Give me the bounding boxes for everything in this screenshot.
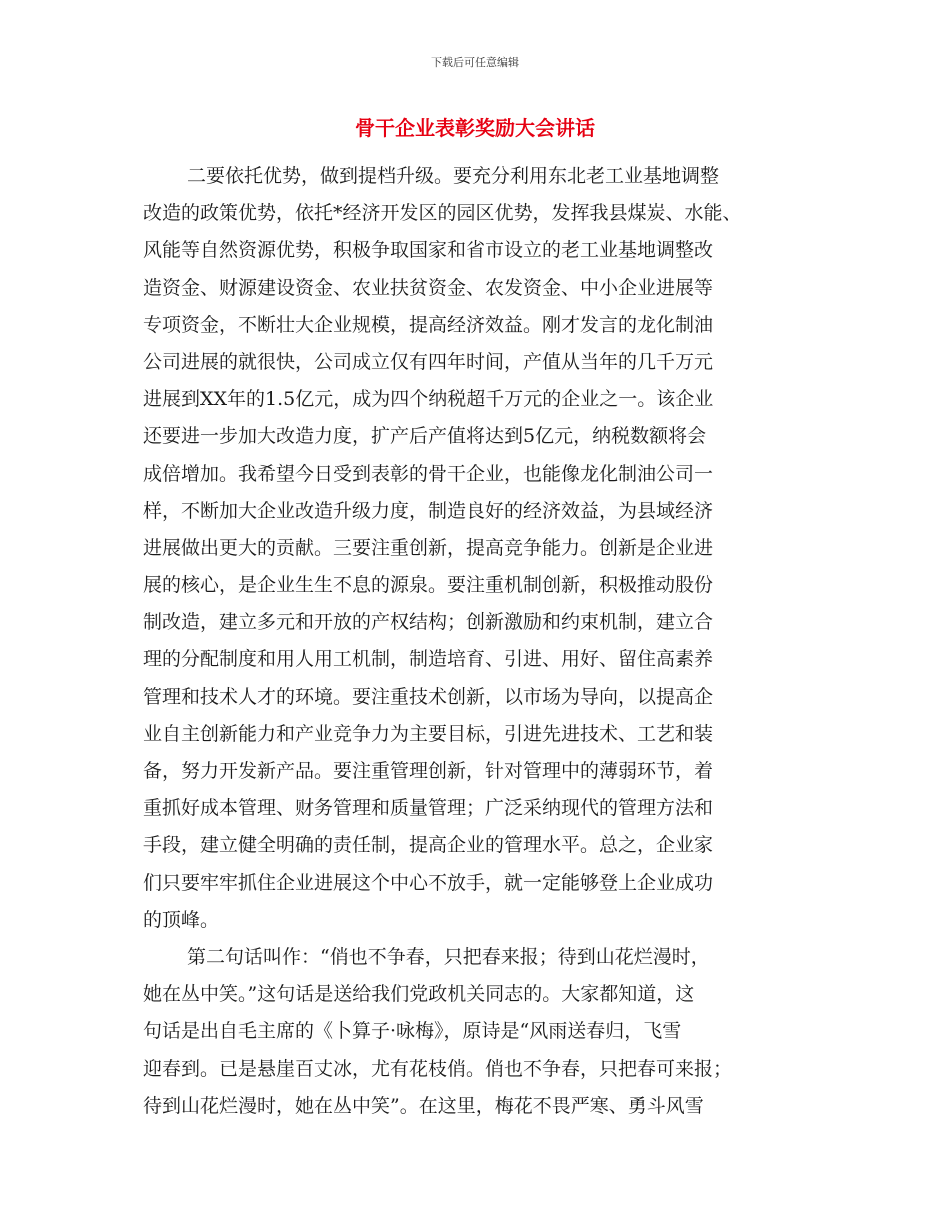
document-body [143,158,823,1125]
paragraph [143,158,823,939]
text-line: 的顶峰。 [143,908,220,931]
text-line: 造资金、财源建设资金、农业扶贫资金、农发资金、中小企业进展等 [143,276,714,299]
text-line: 理的分配制度和用人用工机制，制造培育、引进、用好、留住高素养 [143,648,714,671]
document-title: 骨干企业表彰奖励大会讲话 [355,116,595,140]
text-line: 进展到XX年的1.5亿元，成为四个纳税超千万元的企业之一。该企业 [143,388,714,411]
text-line: 展的核心，是企业生生不息的源泉。要注重机制创新，积极推动股份 [143,574,714,597]
text-line: 成倍增加。我希望今日受到表彰的骨干企业，也能像龙化制油公司一 [143,462,714,485]
text-line: 手段，建立健全明确的责任制，提高企业的管理水平。总之，企业家 [143,834,714,857]
text-line: 第二句话叫作：“俏也不争春，只把春来报；待到山花烂漫时， [187,945,710,968]
text-line: 备，努力开发新产品。要注重管理创新，针对管理中的薄弱环节，着 [143,760,714,782]
text-line: 样，不断加大企业改造升级力度，制造良好的经济效益，为县域经济 [143,499,714,522]
text-line: 公司进展的就很快，公司成立仅有四年时间，产值从当年的几千万元 [143,350,714,373]
text-line: 待到山花烂漫时，她在丛中笑”。在这里，梅花不畏严寒、勇斗风雪 [143,1094,704,1117]
text-line: 业自主创新能力和产业竞争力为主要目标，引进先进技术、工艺和装 [143,722,714,745]
text-line: 还要进一步加大改造力度，扩产后产值将达到5亿元，纳税数额将会 [143,425,707,448]
text-line: 管理和技术人才的环境。要注重技术创新，以市场为导向，以提高企 [143,685,714,708]
text-line: 改造的政策优势，依托*经济开发区的园区优势，发挥我县煤炭、水能、 [143,202,742,225]
text-line: 迎春到。已是悬崖百丈冰，尤有花枝俏。俏也不争春，只把春可来报； [143,1057,733,1080]
paragraph [143,939,823,1125]
text-line: 句话是出自毛主席的《卜算子·咏梅》，原诗是“风雨送春归，飞雪 [143,1020,682,1043]
text-line: 进展做出更大的贡献。三要注重创新，提高竞争能力。创新是企业进 [143,536,714,559]
text-line: 们只要牢牢抓住企业进展这个中心不放手，就一定能够登上企业成功 [143,871,714,894]
text-line: 风能等自然资源优势，积极争取国家和省市设立的老工业基地调整改 [143,239,714,262]
text-line: 制改造，建立多元和开放的产权结构；创新激励和约束机制，建立合 [143,611,714,634]
text-line: 她在丛中笑。”这句话是送给我们党政机关同志的。大家都知道，这 [143,983,695,1006]
text-line: 重抓好成本管理、财务管理和质量管理；广泛采纳现代的管理方法和 [143,797,714,820]
text-line: 二要依托优势，做到提档升级。要充分利用东北老工业基地调整 [187,165,720,187]
text-line: 专项资金，不断壮大企业规模，提高经济效益。刚才发言的龙化制油 [143,313,714,336]
header-note: 下载后可任意编辑 [431,56,519,69]
